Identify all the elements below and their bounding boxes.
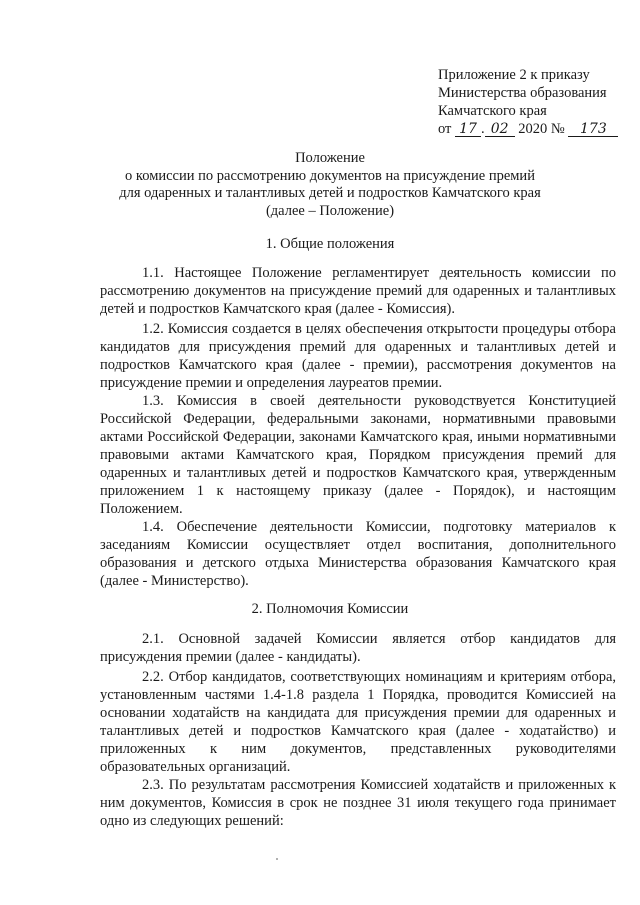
date-year: 2020 № — [518, 121, 565, 137]
paragraph-1-2: 1.2. Комиссия создается в целях обеспечения открытости процедуры отбора кандидатов для присуждения премий для одаренных и талантливых детей и подростков Камчатского края (далее - премии), рассмотрения документов на присуждение премии и определения лауреатов премии. — [100, 321, 616, 391]
paragraph-1-1: 1.1. Настоящее Положение регламентирует деятельность комиссии по рассмотрению документов на присуждение премий для одаренных и талантливых детей и подростков Камчатского края (далее - Комиссия). — [100, 265, 616, 317]
handwritten-day: 17 — [455, 122, 481, 137]
scan-speck — [276, 858, 278, 860]
handwritten-order-number: 173 — [568, 122, 618, 137]
title-line: Положение — [295, 150, 365, 166]
paragraph-2-3: 2.3. По результатам рассмотрения Комиссией ходатайств и приложенных к ним документов, Комиссия в срок не позднее 31 июля текущего года принимает одно из следующих решений: — [100, 777, 616, 829]
appendix-line: Приложение 2 к приказу — [438, 67, 590, 83]
paragraph-2-2: 2.2. Отбор кандидатов, соответствующих номинациям и критериям отбора, установленным частями 1.4-1.8 раздела 1 Порядка, проводится Комиссией на основании ходатайств на кандидата для присуждения премии для одаренных и талантливых детей и подростков Камчатского края (далее - ходатайство) и приложенных к ним документов, представленных руководителями образовательных организаций. — [100, 669, 616, 775]
handwritten-month: 02 — [485, 122, 515, 137]
appendix-header — [438, 66, 628, 138]
document-title — [60, 150, 600, 220]
title-line: для одаренных и талантливых детей и подростков Камчатского края — [119, 185, 541, 201]
section-heading-general: 1. Общие положения — [265, 236, 395, 252]
paragraph-1-4: 1.4. Обеспечение деятельности Комиссии, подготовку материалов к заседаниям Комиссии осуществляет отдел воспитания, дополнительного образования и детского отдыха Министерства образования Камчатского края (далее - Министерство). — [100, 519, 616, 589]
appendix-line: Министерства образования — [438, 85, 607, 101]
appendix-line: Камчатского края — [438, 103, 547, 119]
date-prefix: от — [438, 121, 452, 137]
paragraph-2-1: 2.1. Основной задачей Комиссии является отбор кандидатов для присуждения премии (далее - кандидаты). — [100, 631, 616, 665]
appendix-date-line — [438, 120, 628, 138]
paragraph-1-3: 1.3. Комиссия в своей деятельности руководствуется Конституцией Российской Федерации, федеральными законами, нормативными правовыми актами Российской Федерации, законами Камчатского края, иными нормативными правовыми актами Камчатского края, Порядком присуждения премий для одаренных и талантливых детей и подростков Камчатского края, утвержденным приложением 1 к настоящему приказу (далее - Порядок), и настоящим Положением. — [100, 393, 616, 517]
title-line: (далее – Положение) — [265, 202, 395, 219]
date-separator: . — [481, 121, 485, 137]
section-heading-powers: 2. Полномочия Комиссии — [251, 601, 409, 617]
title-line: о комиссии по рассмотрению документов на присуждение премий — [125, 167, 535, 184]
